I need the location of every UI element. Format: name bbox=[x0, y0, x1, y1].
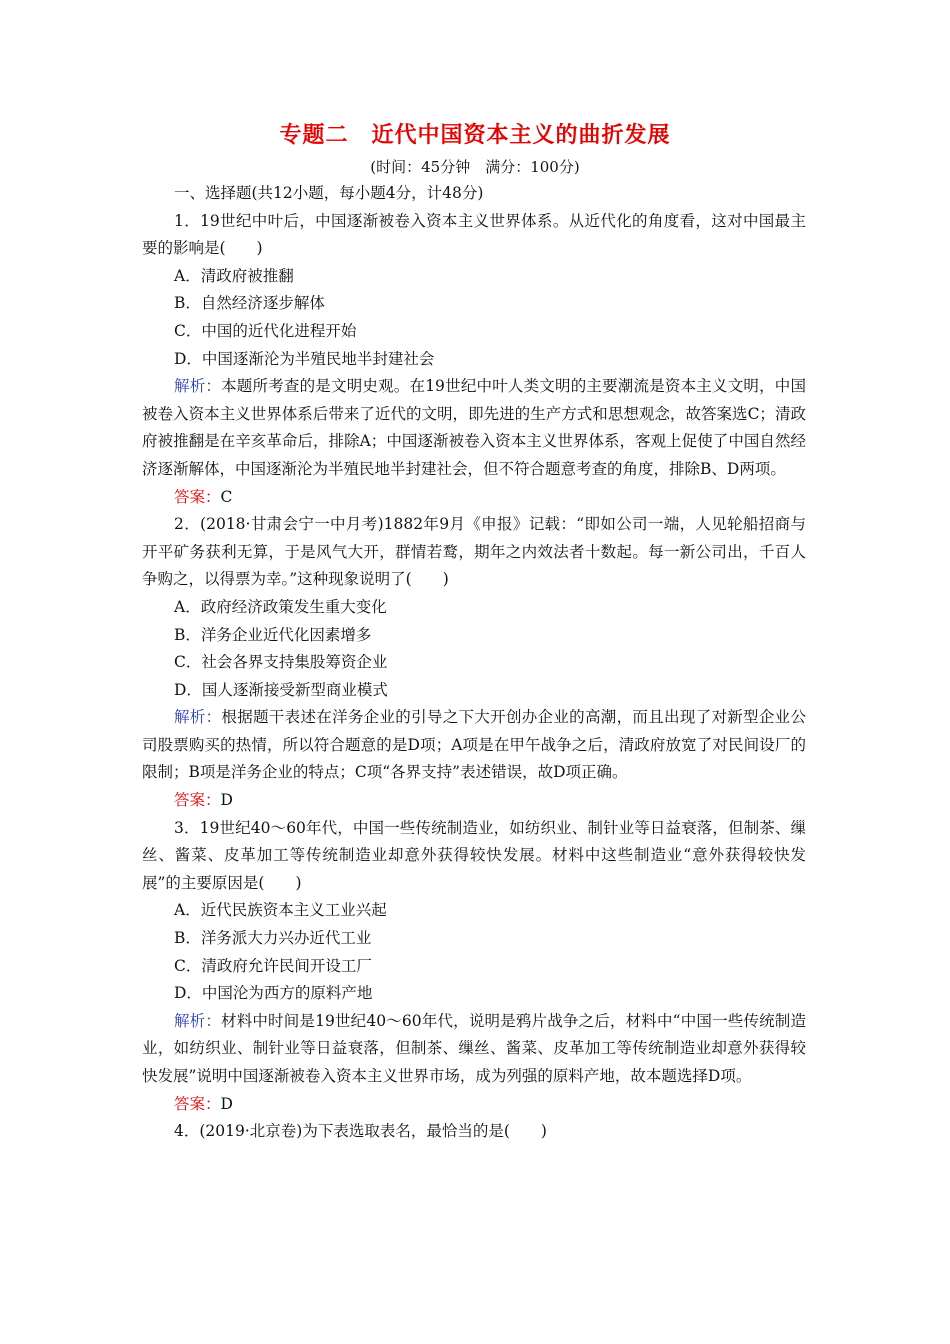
question-stem: 1．19世纪中叶后，中国逐渐被卷入资本主义世界体系。从近代化的角度看，这对中国最主要的影响是( ) bbox=[142, 211, 806, 258]
answer-value: D bbox=[220, 1094, 233, 1113]
page-subtitle: (时间：45分钟 满分：100分) bbox=[370, 158, 580, 176]
answer bbox=[142, 484, 806, 512]
option-c: C．中国的近代化进程开始 bbox=[174, 321, 357, 340]
analysis-label: 解析： bbox=[174, 377, 222, 396]
answer-label: 答案： bbox=[174, 1094, 221, 1113]
question-1 bbox=[142, 208, 806, 512]
option-d: D．国人逐渐接受新型商业模式 bbox=[174, 680, 388, 699]
analysis-text: 根据题干表述在洋务企业的引导之下大开创办企业的高潮，而且出现了对新型企业公司股票购买的热情，所以符合题意的是D项；A项是在甲午战争之后，清政府放宽了对民间设厂的限制；B项是洋务企业的特点；C项“各界支持”表述错误，故D项正确。 bbox=[142, 708, 806, 782]
analysis-label: 解析： bbox=[174, 708, 222, 727]
analysis bbox=[142, 1008, 806, 1091]
option-c: C．清政府允许民间开设工厂 bbox=[174, 956, 372, 975]
document-body bbox=[142, 180, 806, 1146]
question-stem: 4．(2019·北京卷)为下表选取表名，最恰当的是( ) bbox=[174, 1122, 547, 1141]
analysis bbox=[142, 373, 806, 483]
answer bbox=[142, 787, 806, 815]
option-d: D．中国沦为西方的原料产地 bbox=[174, 984, 373, 1003]
analysis-text: 材料中时间是19世纪40～60年代，说明是鸦片战争之后，材料中“中国一些传统制造业，如纺织业、制针业等日益衰落，但制茶、缫丝、酱菜、皮革加工等传统制造业却意外获得较快发展”说明中国逐渐被卷入资本主义世界市场，成为列强的原料产地，故本题选择D项。 bbox=[142, 1011, 806, 1085]
option-d: D．中国逐渐沦为半殖民地半封建社会 bbox=[174, 349, 435, 368]
option-b: B．洋务派大力兴办近代工业 bbox=[174, 929, 372, 948]
option-a: A．政府经济政策发生重大变化 bbox=[174, 597, 387, 616]
option-b: B．自然经济逐步解体 bbox=[174, 294, 325, 313]
answer-label: 答案： bbox=[174, 487, 221, 506]
answer-label: 答案： bbox=[174, 791, 221, 810]
question-4 bbox=[142, 1118, 806, 1146]
answer bbox=[142, 1091, 806, 1119]
answer-value: D bbox=[220, 791, 233, 810]
question-stem: 2．(2018·甘肃会宁一中月考)1882年9月《申报》记载：“即如公司一端，人见轮船招商与开平矿务获利无算，于是风气大开，群情若鹜，期年之内效法者十数起。每一新公司出，千百人争购之，以得票为幸。”这种现象说明了( ) bbox=[142, 515, 806, 589]
analysis bbox=[142, 704, 806, 787]
page-title: 专题二 近代中国资本主义的曲折发展 bbox=[279, 123, 671, 148]
section-heading: 一、选择题(共12小题，每小题4分，计48分) bbox=[174, 184, 484, 202]
analysis-label: 解析： bbox=[174, 1011, 222, 1030]
option-a: A．清政府被推翻 bbox=[174, 266, 294, 285]
option-c: C．社会各界支持集股筹资企业 bbox=[174, 653, 388, 672]
question-2 bbox=[142, 511, 806, 815]
answer-value: C bbox=[220, 487, 233, 506]
analysis-text: 本题所考查的是文明史观。在19世纪中叶人类文明的主要潮流是资本主义文明，中国被卷入资本主义世界体系后带来了近代的文明，即先进的生产方式和思想观念，故答案选C；清政府被推翻是在辛亥革命后，排除A；中国逐渐被卷入资本主义世界体系，客观上促使了中国自然经济逐渐解体，中国逐渐沦为半殖民地半封建社会，但不符合题意考查的角度，排除B、D两项。 bbox=[142, 377, 806, 478]
question-stem: 3．19世纪40～60年代，中国一些传统制造业，如纺织业、制针业等日益衰落，但制茶、缫丝、酱菜、皮革加工等传统制造业却意外获得较快发展。材料中这些制造业“意外获得较快发展”的主要原因是( ) bbox=[142, 818, 806, 892]
option-a: A．近代民族资本主义工业兴起 bbox=[174, 901, 387, 920]
option-b: B．洋务企业近代化因素增多 bbox=[174, 625, 372, 644]
question-3 bbox=[142, 815, 806, 1119]
